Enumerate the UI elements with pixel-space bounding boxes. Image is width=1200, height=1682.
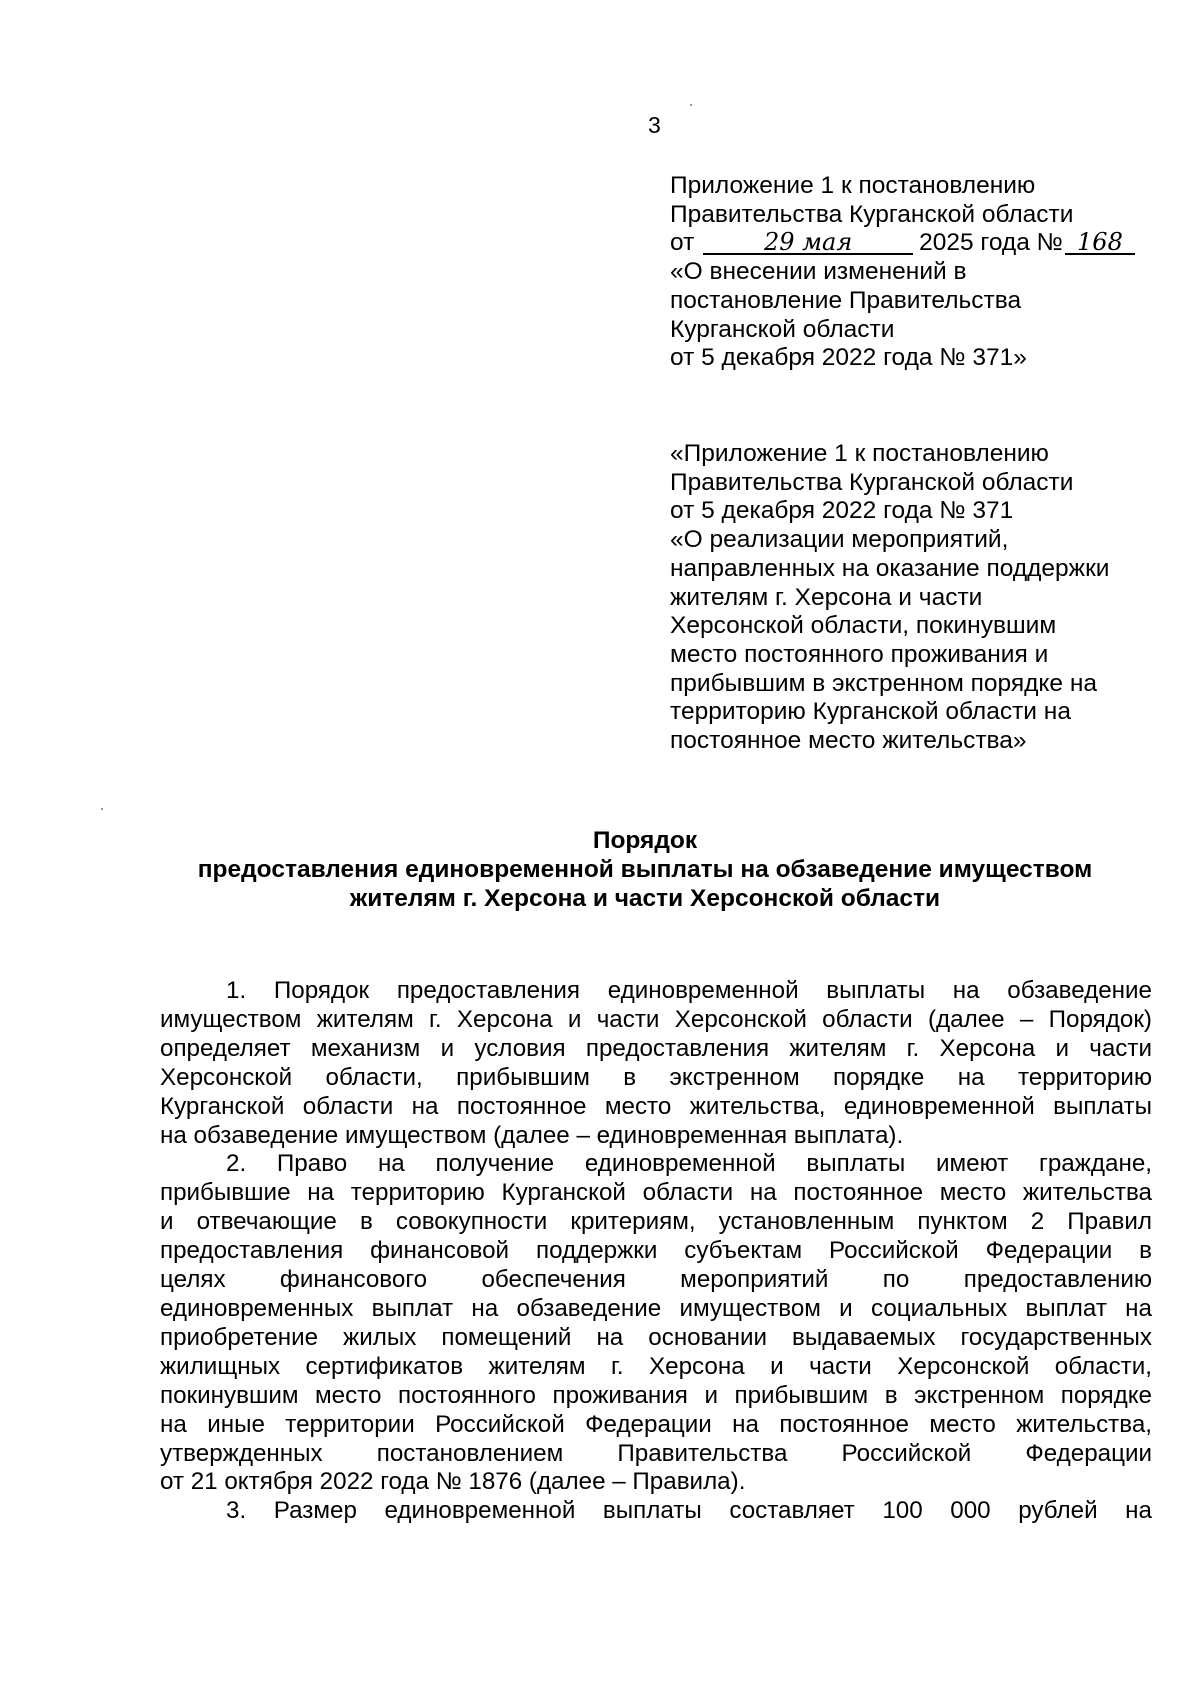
handwritten-number: 168	[1065, 231, 1135, 255]
paragraph-1-line: Херсонской области, прибывшим в экстренном порядке на территорию	[160, 1063, 1152, 1091]
appendix-1-line-7: от 5 декабря 2022 года № 371»	[670, 344, 1027, 372]
appendix-1-date-line	[670, 229, 1170, 258]
paragraph-2-line: предоставления финансовой поддержки субъектам Российской Федерации в	[160, 1237, 1152, 1265]
paragraph-1-line: 1. Порядок предоставления единовременной выплаты на обзаведение	[226, 977, 1152, 1004]
appendix-2-header	[670, 440, 1170, 756]
page-number: 3	[648, 112, 661, 138]
title-line-2: предоставления единовременной выплаты на обзаведение имуществом	[197, 856, 1093, 883]
paragraph-3-line: 3. Размер единовременной выплаты составляет 100 000 рублей на	[226, 1497, 1152, 1525]
appendix-1-line-6: Курганской области	[670, 315, 895, 343]
paragraph-2-line: от 21 октября 2022 года № 1876 (далее – Правила).	[160, 1468, 746, 1496]
paragraph-2-line: на иные территории Российской Федерации на постоянное место жительства,	[160, 1410, 1152, 1438]
title-line-3: жителям г. Херсона и части Херсонской области	[349, 885, 941, 912]
appendix-2-line: Правительства Курганской области	[670, 468, 1074, 496]
appendix-2-line: «Приложение 1 к постановлению	[670, 440, 1049, 467]
appendix-2-line: жителям г. Херсона и части	[670, 583, 983, 611]
paragraph-1-line: Курганской области на постоянное место жительства, единовременной выплаты	[160, 1092, 1152, 1120]
appendix-1-line-5: постановление Правительства	[670, 286, 1022, 314]
scan-speck	[101, 808, 103, 810]
paragraph-2-line: целях финансового обеспечения мероприятий по предоставлению	[160, 1266, 1152, 1294]
appendix-1-header	[670, 172, 1170, 373]
paragraph-2-line: утвержденных постановлением Правительства Российской Федерации	[160, 1439, 1152, 1467]
appendix-1-line-1: Приложение 1 к постановлению	[670, 172, 1036, 199]
paragraph-2-line: единовременных выплат на обзаведение имуществом и социальных выплат на	[160, 1294, 1152, 1322]
appendix-2-line: Херсонской области, покинувшим	[670, 612, 1057, 640]
appendix-2-line: территорию Курганской области на	[670, 698, 1071, 726]
paragraph-1-line: на обзаведение имуществом (далее – единовременная выплата).	[160, 1121, 904, 1149]
paragraph-2-line: 2. Право на получение единовременной выплаты имеют граждане,	[226, 1150, 1152, 1178]
body-text	[160, 977, 1152, 1526]
document-title	[140, 826, 1150, 913]
appendix-2-line: от 5 декабря 2022 года № 371	[670, 497, 1014, 525]
paragraph-2-line: прибывшие на территорию Курганской области на постоянное место жительства	[160, 1179, 1152, 1207]
paragraph-2-line: жилищных сертификатов жителям г. Херсона и части Херсонской области,	[160, 1352, 1152, 1380]
appendix-2-line: направленных на оказание поддержки	[670, 554, 1110, 582]
paragraph-1-line: определяет механизм и условия предоставления жителям г. Херсона и части	[160, 1034, 1152, 1062]
appendix-2-line: «О реализации мероприятий,	[670, 526, 1009, 554]
paragraph-1-line: имуществом жителям г. Херсона и части Херсонской области (далее – Порядок)	[160, 1005, 1152, 1033]
appendix-2-line: постоянное место жительства»	[670, 727, 1027, 755]
title-line-1: Порядок	[592, 827, 698, 854]
handwritten-date: 29 мая	[703, 231, 913, 255]
appendix-2-line: прибывшим в экстренном порядке на	[670, 669, 1097, 697]
appendix-2-line: место постоянного проживания и	[670, 640, 1049, 668]
paragraph-2-line: приобретение жилых помещений на основании выдаваемых государственных	[160, 1323, 1152, 1351]
paragraph-2-line: и отвечающие в совокупности критериям, установленным пунктом 2 Правил	[160, 1208, 1152, 1236]
paragraph-2-line: покинувшим место постоянного проживания и прибывшим в экстренном порядке	[160, 1381, 1152, 1409]
scan-speck	[690, 104, 692, 106]
appendix-1-line-2: Правительства Курганской области	[670, 200, 1074, 228]
appendix-1-line-4: «О внесении изменений в	[670, 258, 967, 286]
date-suffix: 2025 года №	[919, 229, 1063, 257]
date-prefix: от	[670, 229, 695, 257]
